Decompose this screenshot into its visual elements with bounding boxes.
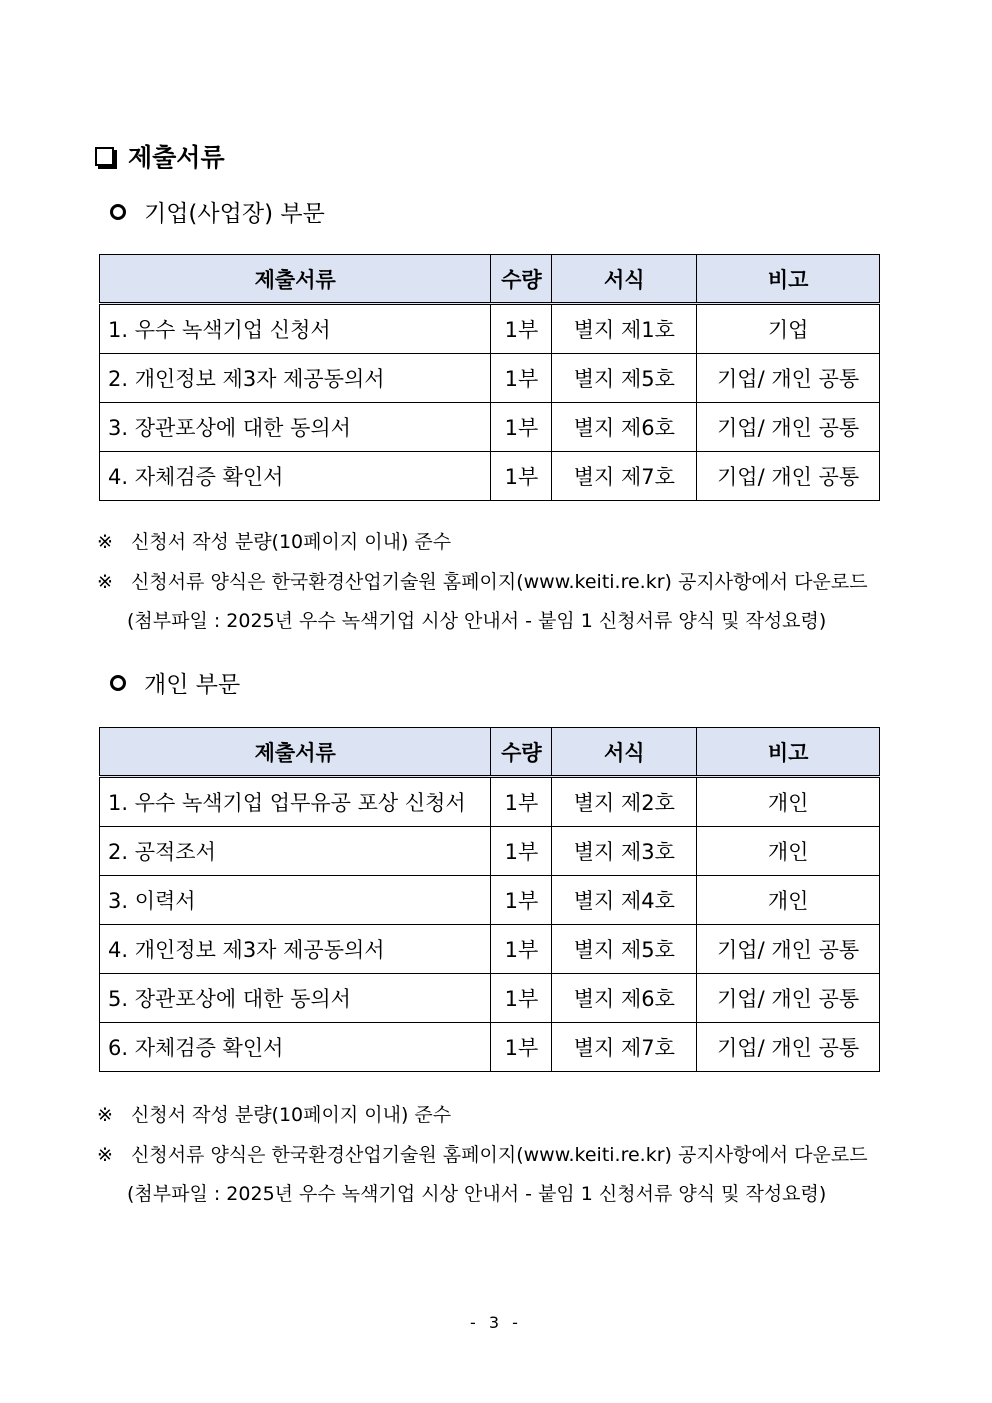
section-heading-company xyxy=(110,195,325,228)
form-number: 별지 제4호 xyxy=(552,876,697,925)
note-page-limit xyxy=(97,527,451,554)
document-name: 6. 자체검증 확인서 xyxy=(100,1023,491,1072)
document-name: 5. 장관포상에 대한 동의서 xyxy=(100,974,491,1023)
document-name: 2. 공적조서 xyxy=(100,827,491,876)
table-row xyxy=(100,974,880,1023)
remarks: 기업 xyxy=(697,304,880,354)
remarks: 기업/ 개인 공통 xyxy=(697,354,880,403)
table-row xyxy=(100,1023,880,1072)
table-row xyxy=(100,777,880,827)
quantity: 1부 xyxy=(491,1023,552,1072)
reference-mark-icon: ※ xyxy=(97,1104,113,1126)
page-number: - 3 - xyxy=(470,1313,522,1332)
column-header: 비고 xyxy=(697,255,880,304)
column-header: 비고 xyxy=(697,728,880,777)
remarks: 개인 xyxy=(697,827,880,876)
note-text: 신청서류 양식은 한국환경산업기술원 홈페이지(www.keiti.re.kr) 공지사항에서 다운로드 xyxy=(131,571,868,593)
page-title-text: 제출서류 xyxy=(128,143,225,172)
form-number: 별지 제1호 xyxy=(552,304,697,354)
reference-mark-icon: ※ xyxy=(97,1144,113,1166)
table-row xyxy=(100,827,880,876)
document-name: 2. 개인정보 제3자 제공동의서 xyxy=(100,354,491,403)
quantity: 1부 xyxy=(491,925,552,974)
quantity: 1부 xyxy=(491,827,552,876)
reference-mark-icon: ※ xyxy=(97,531,113,553)
page-title xyxy=(95,138,225,174)
section-heading-text: 기업(사업장) 부문 xyxy=(144,201,325,227)
document-name: 4. 개인정보 제3자 제공동의서 xyxy=(100,925,491,974)
document-name: 1. 우수 녹색기업 신청서 xyxy=(100,304,491,354)
checkbox-square-icon xyxy=(95,147,114,166)
column-header: 수량 xyxy=(491,728,552,777)
document-name: 4. 자체검증 확인서 xyxy=(100,452,491,501)
table-row xyxy=(100,925,880,974)
quantity: 1부 xyxy=(491,304,552,354)
circle-bullet-icon xyxy=(110,204,126,220)
remarks: 기업/ 개인 공통 xyxy=(697,1023,880,1072)
section-heading-individual xyxy=(110,666,240,699)
note-text: 신청서류 양식은 한국환경산업기술원 홈페이지(www.keiti.re.kr) 공지사항에서 다운로드 xyxy=(131,1144,868,1166)
remarks: 개인 xyxy=(697,777,880,827)
column-header: 서식 xyxy=(552,728,697,777)
attachment-note: (첨부파일 : 2025년 우수 녹색기업 시상 안내서 - 붙임 1 신청서류 양식 및 작성요령) xyxy=(127,610,827,632)
individual-documents-table xyxy=(99,727,880,1072)
table-row xyxy=(100,876,880,925)
reference-mark-icon: ※ xyxy=(97,571,113,593)
table-row xyxy=(100,304,880,354)
column-header: 제출서류 xyxy=(100,728,491,777)
table-header-row xyxy=(100,255,880,304)
note-text: 신청서 작성 분량(10페이지 이내) 준수 xyxy=(131,531,452,553)
company-documents-table xyxy=(99,254,880,501)
remarks: 개인 xyxy=(697,876,880,925)
note-page-limit xyxy=(97,1100,451,1127)
quantity: 1부 xyxy=(491,777,552,827)
remarks: 기업/ 개인 공통 xyxy=(697,974,880,1023)
form-number: 별지 제7호 xyxy=(552,1023,697,1072)
quantity: 1부 xyxy=(491,452,552,501)
circle-bullet-icon xyxy=(110,675,126,691)
quantity: 1부 xyxy=(491,354,552,403)
section-heading-text: 개인 부문 xyxy=(144,672,241,698)
quantity: 1부 xyxy=(491,403,552,452)
attachment-note: (첨부파일 : 2025년 우수 녹색기업 시상 안내서 - 붙임 1 신청서류 양식 및 작성요령) xyxy=(127,1183,827,1205)
remarks: 기업/ 개인 공통 xyxy=(697,403,880,452)
form-number: 별지 제3호 xyxy=(552,827,697,876)
note-text: 신청서 작성 분량(10페이지 이내) 준수 xyxy=(131,1104,452,1126)
column-header: 제출서류 xyxy=(100,255,491,304)
quantity: 1부 xyxy=(491,876,552,925)
remarks: 기업/ 개인 공통 xyxy=(697,925,880,974)
form-number: 별지 제5호 xyxy=(552,354,697,403)
table-row xyxy=(100,354,880,403)
table-row xyxy=(100,403,880,452)
form-number: 별지 제2호 xyxy=(552,777,697,827)
form-number: 별지 제5호 xyxy=(552,925,697,974)
form-number: 별지 제7호 xyxy=(552,452,697,501)
document-name: 1. 우수 녹색기업 업무유공 포상 신청서 xyxy=(100,777,491,827)
column-header: 서식 xyxy=(552,255,697,304)
table-row xyxy=(100,452,880,501)
note-download xyxy=(97,1140,868,1167)
note-download xyxy=(97,567,868,594)
document-name: 3. 이력서 xyxy=(100,876,491,925)
remarks: 기업/ 개인 공통 xyxy=(697,452,880,501)
document-name: 3. 장관포상에 대한 동의서 xyxy=(100,403,491,452)
table-header-row xyxy=(100,728,880,777)
column-header: 수량 xyxy=(491,255,552,304)
form-number: 별지 제6호 xyxy=(552,403,697,452)
quantity: 1부 xyxy=(491,974,552,1023)
form-number: 별지 제6호 xyxy=(552,974,697,1023)
